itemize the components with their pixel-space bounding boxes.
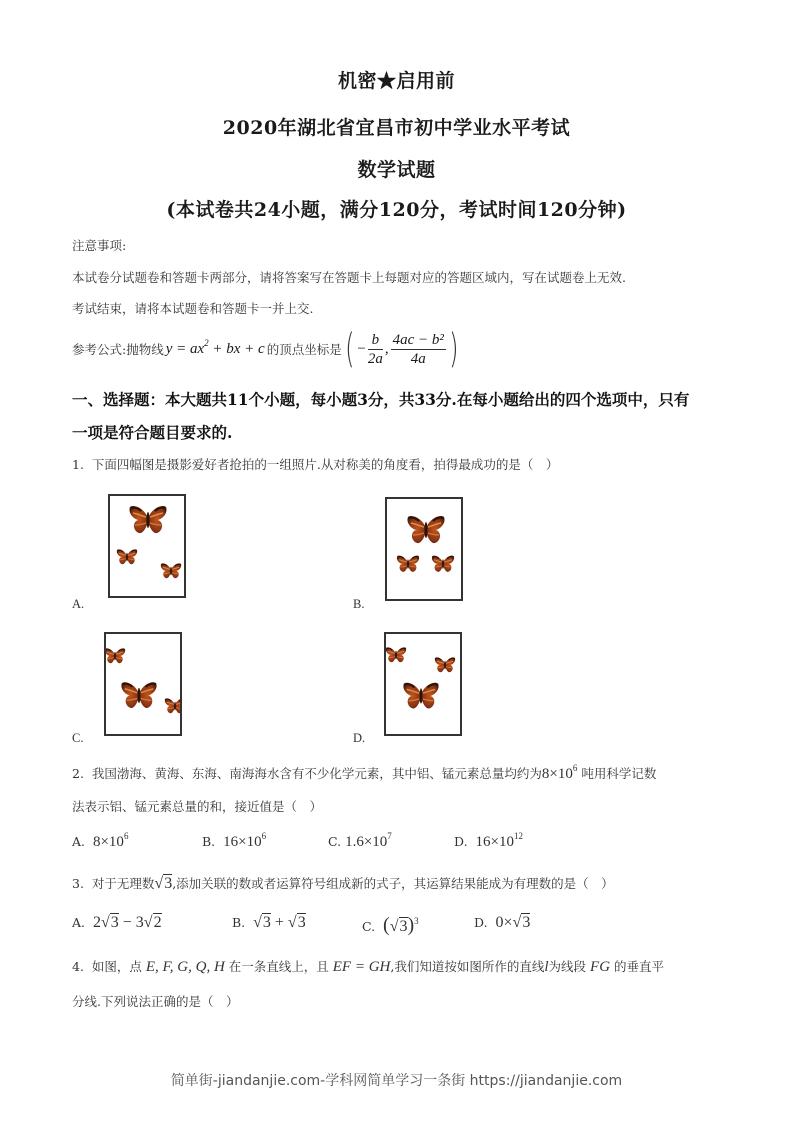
q3-option-a[interactable]: A. 2√3 − 3√2 (72, 914, 162, 931)
formula-mid: 的顶点坐标是 (266, 342, 342, 357)
question-3: 3. 对于无理数√3,添加关联的数或者运算符号组成新的式子，其运算结果能成为有理数的是（ ） (72, 875, 614, 892)
butterfly-icon (402, 680, 440, 712)
butterfly-icon (396, 554, 420, 574)
question-2-line-1: 2. 我国渤海、黄海、东海、南海海水含有不少化学元素，其中铝、锰元素总量均约为$8\times 10^6$ 吨用科学记数 (72, 763, 657, 782)
butterfly-icon (431, 554, 455, 574)
confidential-label: 机密★启用前 (337, 70, 455, 92)
q2-option-b[interactable]: B. $16\times 10^6$ (202, 831, 267, 850)
q3-inline-sqrt: √3 (154, 875, 173, 892)
butterfly-photo-d[interactable] (384, 632, 462, 736)
option-b-label: B. (353, 597, 365, 611)
option-a-label: A. (72, 597, 85, 611)
formula-equation: $y = ax^2$ + bx + c (165, 337, 265, 357)
vertex-x-fraction: $\frac{b}{2a}$ (367, 331, 383, 367)
option-c-label: C. (72, 731, 84, 745)
exam-title: 2020年湖北省宜昌市初中学业水平考试 (222, 117, 571, 139)
q2-option-c[interactable]: C. $1.6\times 10^7$ (328, 831, 392, 850)
comma: , (384, 340, 389, 357)
q2-option-a[interactable]: A. $8\times 10^6$ (72, 831, 129, 850)
butterfly-photo-b[interactable] (385, 497, 463, 601)
q3-option-c[interactable]: C. $(√3)^3$ (362, 914, 419, 936)
butterfly-icon (120, 680, 158, 711)
vertex-y-fraction: $\frac{\text{4ac − b²}}{4a}$ (392, 331, 444, 367)
q2-option-d[interactable]: D. $16\times 10^{12}$ (454, 831, 523, 850)
butterfly-icon (164, 697, 182, 715)
question-1: 1. 下面四幅图是摄影爱好者抢拍的一组照片.从对称美的角度看，拍得最成功的是（ ） (72, 457, 559, 472)
formula-prefix: 参考公式:抛物线 (72, 342, 164, 357)
q3-option-b[interactable]: B. √3 + √3 (232, 914, 306, 931)
exam-subtitle: (本试卷共24小题，满分120分，考试时间120分钟) (166, 199, 627, 221)
butterfly-icon (160, 562, 182, 580)
butterfly-icon (128, 504, 168, 536)
option-d-label: D. (353, 731, 366, 745)
section-heading-line-2: 一项是符合题目要求的. (72, 423, 233, 442)
subject-title: 数学试题 (357, 159, 436, 181)
question-4-line-2: 分线.下列说法正确的是（ ） (72, 994, 239, 1009)
reference-formula (72, 327, 461, 371)
question-2-line-2: 法表示铝、锰元素总量的和，接近值是（ ） (72, 799, 323, 814)
butterfly-icon (385, 646, 407, 664)
butterfly-icon (116, 548, 138, 566)
right-paren: ) (448, 326, 459, 372)
butterfly-photo-a[interactable] (108, 494, 186, 598)
notice-line-1: 本试卷分试题卷和答题卡两部分，请将答案写在答题卡上每题对应的答题区域内，写在试题卷上无效. (72, 270, 626, 285)
butterfly-icon (406, 514, 446, 546)
question-2-options (72, 831, 732, 856)
notice-line-2: 考试结束，请将本试题卷和答题卡一并上交. (72, 301, 314, 316)
question-3-options (72, 914, 732, 940)
footer-watermark: 简单街-jiandanjie.com-学科网简单学习一条街 https://jiandanjie.com (170, 1073, 623, 1089)
question-4-line-1: 4. 如图，点 E, F, G, Q, H 在一条直线上，且 EF = GH,我们知道按如图所作的直线l为线段 FG 的垂直平 (72, 959, 665, 975)
q2-inline-math: $8\times 10^6$ (541, 763, 578, 782)
butterfly-icon (434, 656, 456, 674)
butterfly-photo-c[interactable] (104, 632, 182, 736)
minus-sign: − (357, 340, 366, 357)
left-paren: ( (344, 326, 355, 372)
section-heading-line-1: 一、选择题：本大题共11个小题，每小题3分，共33分.在每小题给出的四个选项中，只有 (72, 390, 690, 409)
butterfly-icon (104, 647, 126, 665)
q3-option-d[interactable]: D. 0×√3 (474, 914, 531, 931)
notice-heading: 注意事项: (72, 238, 127, 253)
